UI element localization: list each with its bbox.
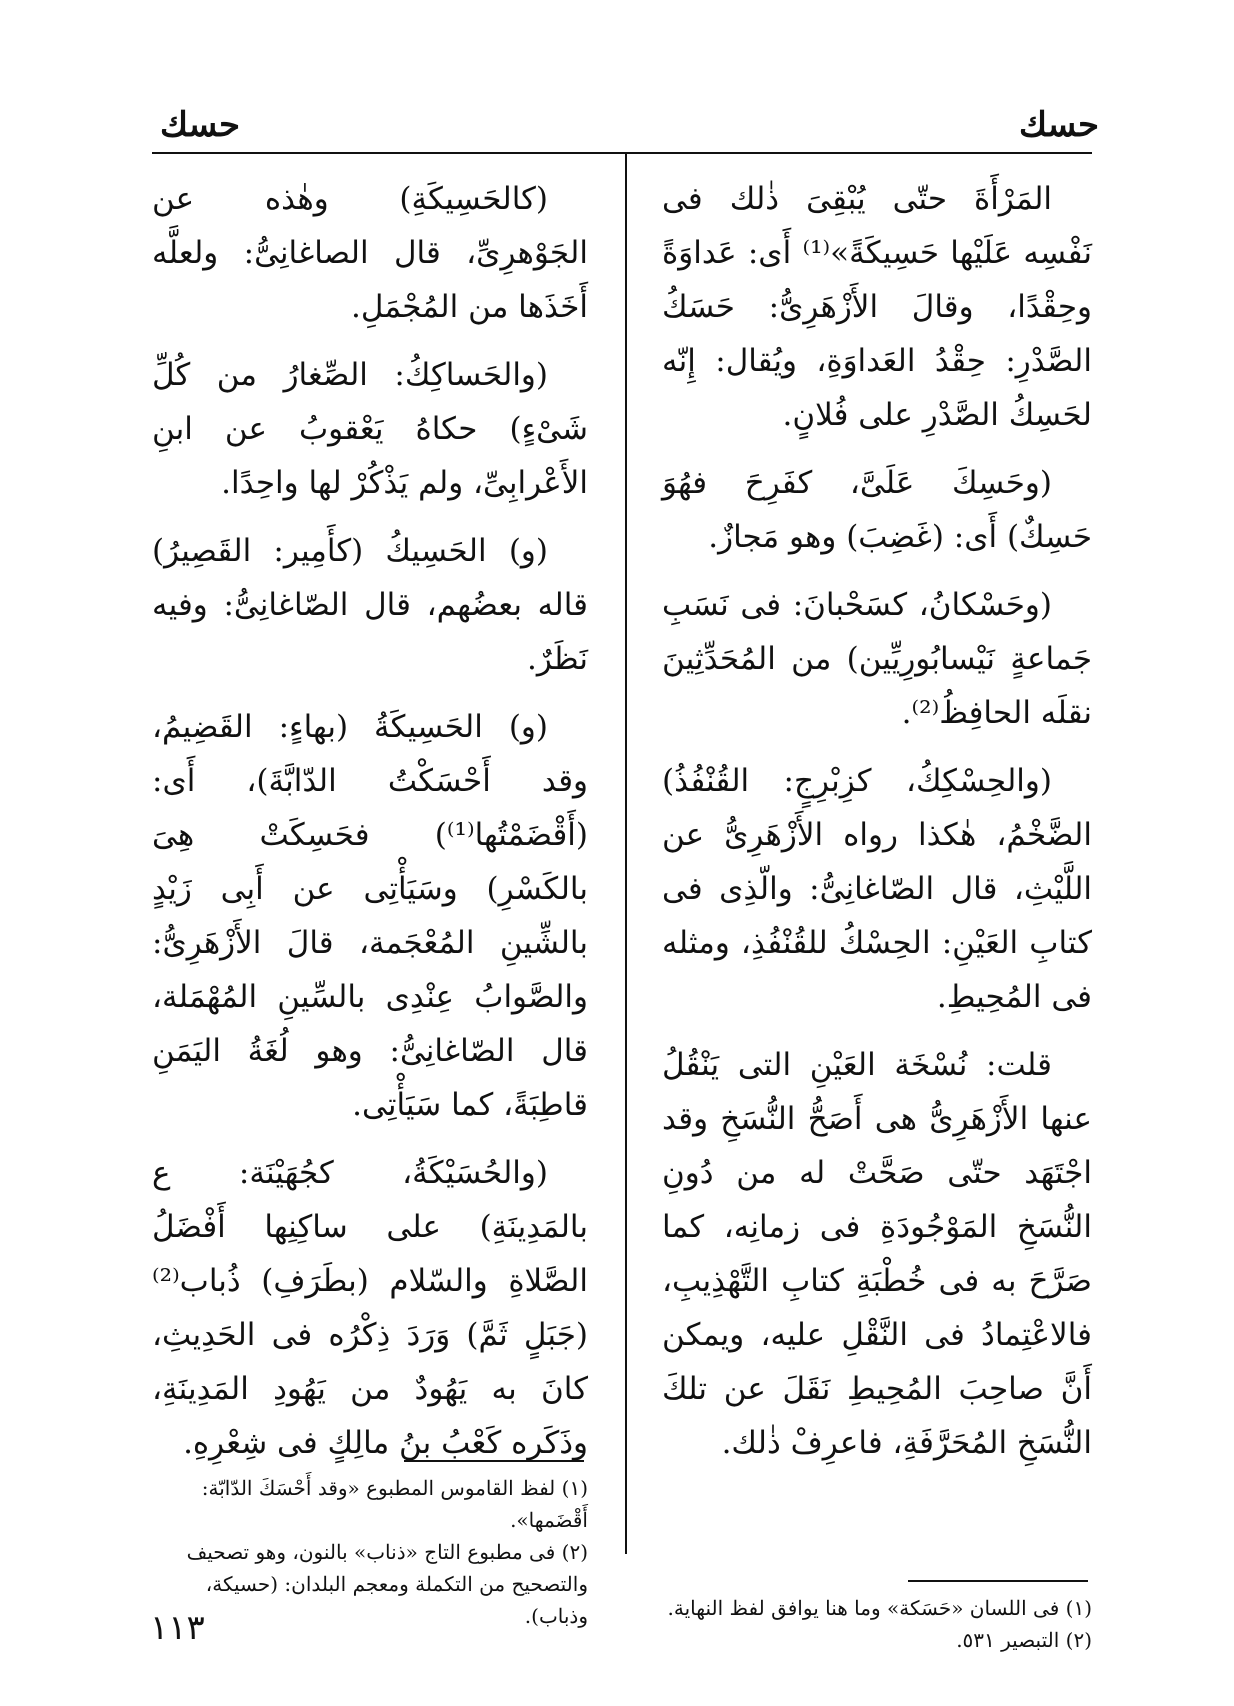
paragraph: المَرْأَةَ حتّى يُبْقِىَ ذٰلك فى نَفْسِه عَلَيْها حَسِيكَةً»⁽¹⁾ أَى: عَداوَةً وحِقْدًا، وقالَ الأَزْهَرِىُّ: حَسَكُ الصَّدْرِ: حِقْدُ العَداوَةِ، ويُقال: إِنّه لحَسِكُ الصَّدْرِ على فُلانٍ.: [662, 181, 1092, 433]
paragraph: (و) الحَسِيكَةُ (بهاءٍ: القَضِيمُ، وقد أَحْسَكْتُ الدّابَّةَ)، أَى: (أَقْضَمْتُها⁽¹⁾) فحَسِكَتْ هِىَ بالكَسْرِ) وسَيَأْتِى عن أَبِى زَيْدٍ بالشِّينِ المُعْجَمة، قالَ الأَزْهَرِىُّ: والصَّوابُ عِنْدِى بالسِّينِ المُهْمَلة، قال الصّاغانِىُّ: وهو لُغَةُ اليَمَنِ قاطِبَةً، كما سَيَأْتِى.: [152, 709, 588, 1123]
paragraph: (والحَساكِكُ: الصِّغارُ من كُلِّ شَىْءٍ) حكاهُ يَعْقوبُ عن ابنِ الأَعْرابِىِّ، ولم يَذْكُرْ لها واحِدًا.: [152, 357, 588, 501]
paragraph: (وحَسْكانُ، كسَحْبانَ: فى نَسَبِ جَماعةٍ نَيْسابُورِيِّين) من المُحَدِّثِينَ نقلَه الحافِظُ⁽²⁾.: [662, 587, 1092, 731]
footnote-rule-right: [908, 1580, 1088, 1582]
right-column: [662, 172, 1092, 1484]
footnote-rule-left: [404, 1460, 584, 1462]
header-rule: [152, 152, 1092, 154]
paragraph: (والحُسَيْكَةُ، كجُهَيْنَة: ع بالمَدِينَةِ) على ساكِنِها أَفْضَلُ الصَّلاةِ والسّلام (بطَرَفِ) ذُباب⁽²⁾ (جَبَلٍ ثَمَّ) وَرَدَ ذِكْرُه فى الحَدِيثِ، كانَ به يَهُودٌ من يَهُودِ المَدِينَةِ، وذَكَره كَعْبُ بنُ مالِكٍ فى شِعْرِهِ.: [152, 1155, 588, 1461]
left-column: [152, 172, 588, 1484]
running-header-right: حسك: [1018, 105, 1099, 145]
paragraph: (و) الحَسِيكُ (كأَمِير: القَصِيرُ) قاله بعضُهم، قال الصّاغانِىُّ: وفيه نَظَرٌ.: [152, 533, 588, 677]
footnote: (١) لفظ القاموس المطبوع «وقد أَحْسَكَ الدّابّة: أَقْضَمها».: [201, 1476, 588, 1532]
footnotes-right: [662, 1592, 1092, 1656]
paragraph: قلت: نُسْخَة العَيْنِ التى يَنْقُلُ عنها الأَزْهَرِىُّ هى أَصَحُّ النُّسَخِ وقد اجْتَهَد حتّى صَحَّتْ له من دُونِ النُّسَخِ المَوْجُودَةِ فى زمانِه، كما صَرَّحَ به فى خُطْبَةِ كتابِ التَّهْذِيبِ، فالاعْتِمادُ فى النَّقْلِ عليه، ويمكن أَنَّ صاحِبَ المُحِيطِ نَقَلَ عن تلكَ النُّسَخِ المُحَرَّفَةِ، فاعرِفْ ذٰلك.: [662, 1047, 1092, 1461]
column-divider: [625, 154, 627, 1554]
paragraph: (كالحَسِيكَةِ) وهٰذه عن الجَوْهرِىِّ، قال الصاغانِىُّ: ولعلَّه أَخَذَها من المُجْمَلِ.: [152, 181, 588, 325]
footnote: (٢) فى مطبوع التاج «ذناب» بالنون، وهو تصحيف والتصحيح من التكملة ومعجم البلدان: (حسيكة، وذباب).: [186, 1540, 588, 1628]
footnote: (٢) التبصير ٥٣١.: [956, 1628, 1092, 1652]
footnotes-left: [152, 1472, 588, 1632]
page-number: ١١٣: [150, 1608, 205, 1648]
footnote: (١) فى اللسان «حَسَكة» وما هنا يوافق لفظ النهاية.: [667, 1596, 1092, 1620]
paragraph: (والحِسْكِكُ، كزِبْرِجٍ: القُنْفُذُ) الضَّخْمُ، هٰكذا رواه الأَزْهَرِىُّ عن اللَّيْثِ، قال الصّاغانِىُّ: والّذِى فى كتابِ العَيْنِ: الحِسْكُ للقُنْفُذِ، ومثله فى المُحِيطِ.: [662, 763, 1092, 1015]
running-header-left: حسك: [160, 105, 241, 145]
paragraph: (وحَسِكَ عَلَىَّ، كفَرِحَ فهُوَ حَسِكٌ) أَى: (غَضِبَ) وهو مَجازٌ.: [662, 465, 1092, 555]
